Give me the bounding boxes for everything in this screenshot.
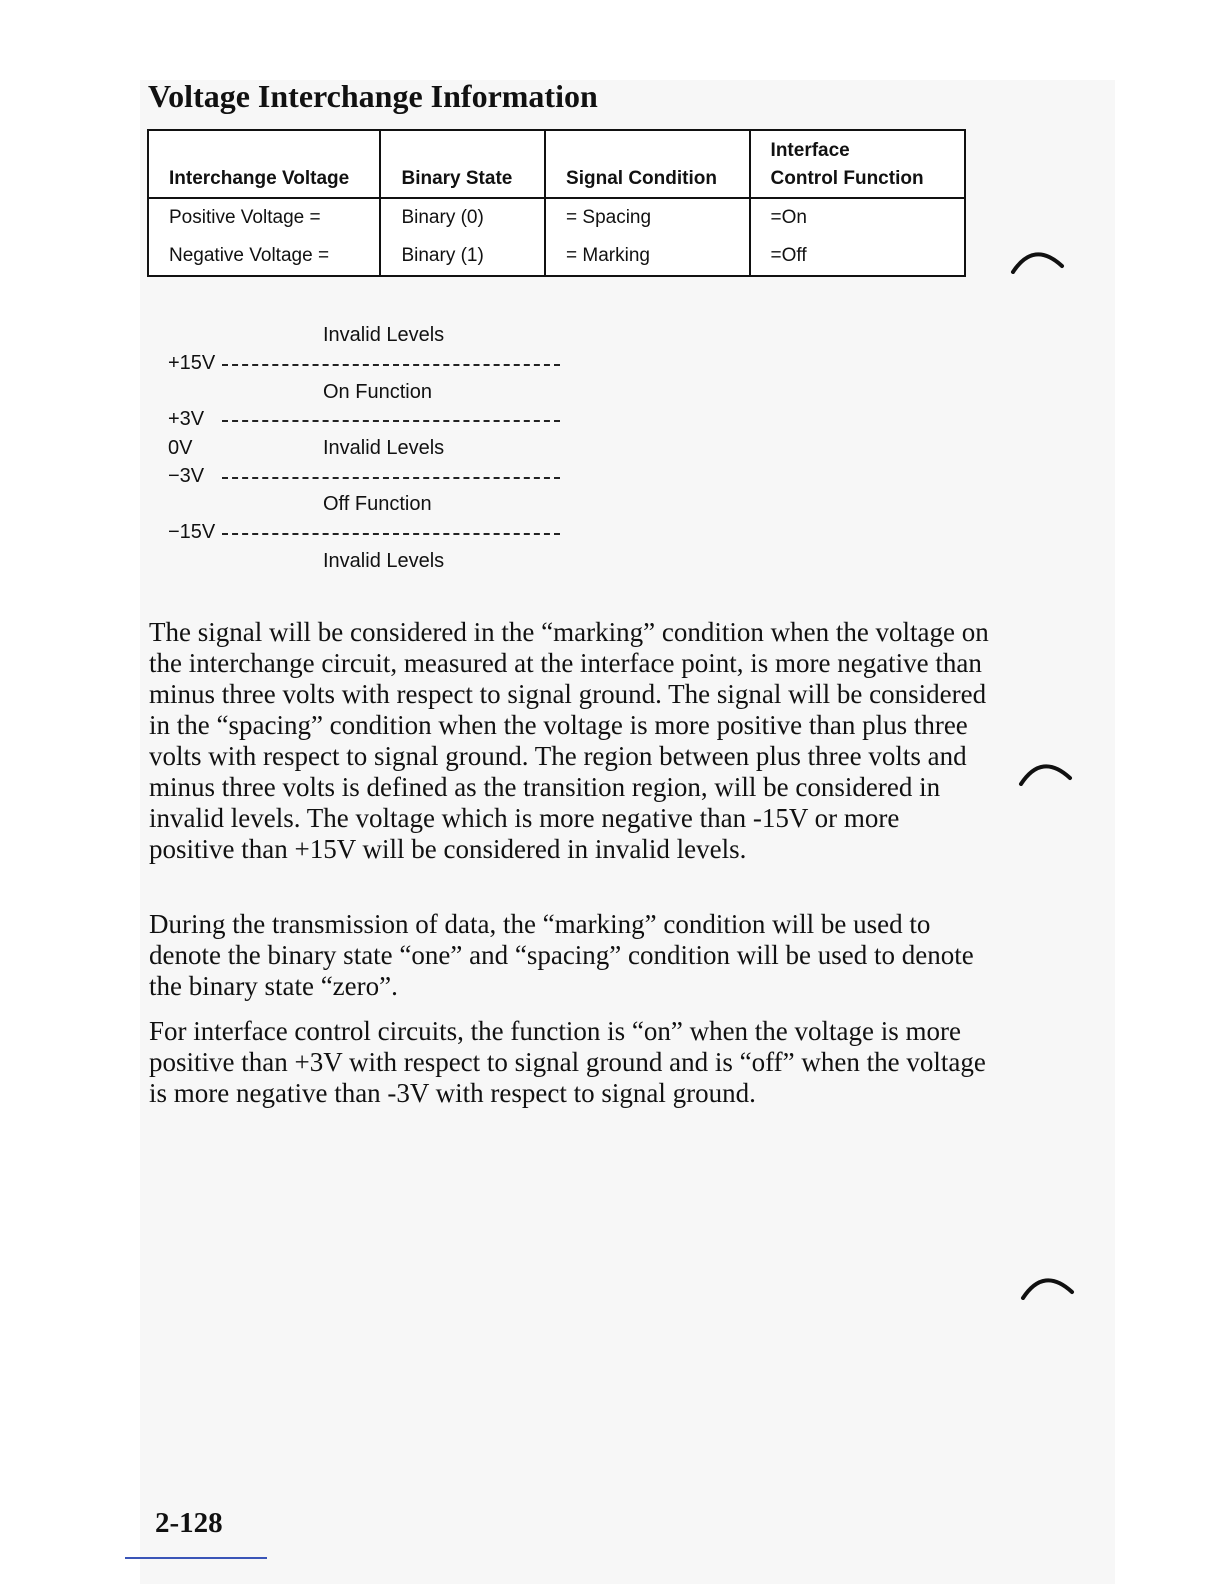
level-plus-3v: +3V	[168, 408, 205, 430]
header-interchange-voltage: Interchange Voltage	[148, 130, 380, 198]
header-signal-condition: Signal Condition	[545, 130, 750, 198]
level-minus-15v: −15V	[168, 521, 216, 543]
table-cell: Binary (1)	[380, 237, 545, 276]
voltage-table	[147, 129, 966, 277]
level-line-plus-3v	[222, 420, 560, 422]
page-number: 2-128	[155, 1507, 223, 1539]
paragraph-marking-spacing: The signal will be considered in the “marking” condition when the voltage on the interchange circuit, measured at the interface point, is more negative than minus three volts with respect to signal ground. The signal will be considered in the “spacing” condition when the voltage is more positive than plus three volts with respect to signal ground. The region between plus three volts and minus three volts is defined as the transition region, will be considered in invalid levels. The voltage which is more negative than -15V or more positive than +15V will be considered in invalid levels.	[149, 617, 989, 864]
table-cell: Negative Voltage =	[148, 237, 380, 276]
binder-tab-icon	[1010, 244, 1066, 274]
table-row	[148, 237, 965, 276]
level-0v: 0V	[168, 437, 193, 459]
header-binary-state: Binary State	[380, 130, 545, 198]
paragraph-control-circuits: For interface control circuits, the function is “on” when the voltage is more positive than +3V with respect to signal ground and is “off” when the voltage is more negative than -3V with respect to signal ground.	[149, 1016, 986, 1108]
page-title: Voltage Interchange Information	[148, 78, 598, 114]
region-off-function: Off Function	[323, 493, 432, 515]
table-cell: = Marking	[545, 237, 750, 276]
level-line-minus-15v	[222, 533, 560, 535]
level-minus-3v: −3V	[168, 465, 205, 487]
level-plus-15v: +15V	[168, 352, 216, 374]
paragraph-binary-state: During the transmission of data, the “marking” condition will be used to denote the binary state “one” and “spacing” condition will be used to denote the binary state “zero”.	[149, 909, 974, 1001]
table-cell: =On	[750, 198, 965, 237]
table-header-row	[148, 130, 965, 198]
region-invalid-bottom: Invalid Levels	[323, 550, 445, 572]
table-cell: Positive Voltage =	[148, 198, 380, 237]
binder-tab-icon	[1018, 756, 1074, 786]
link-underline	[125, 1557, 267, 1559]
level-line-minus-3v	[222, 477, 560, 479]
region-invalid-mid: Invalid Levels	[323, 437, 445, 459]
level-line-plus-15v	[222, 364, 560, 366]
region-invalid-top: Invalid Levels	[323, 324, 445, 346]
binder-tab-icon	[1020, 1270, 1076, 1300]
table-cell: = Spacing	[545, 198, 750, 237]
table-cell: =Off	[750, 237, 965, 276]
header-control-function: Interface Control Function	[750, 130, 965, 198]
table-row	[148, 198, 965, 237]
region-on-function: On Function	[323, 381, 432, 403]
table-cell: Binary (0)	[380, 198, 545, 237]
